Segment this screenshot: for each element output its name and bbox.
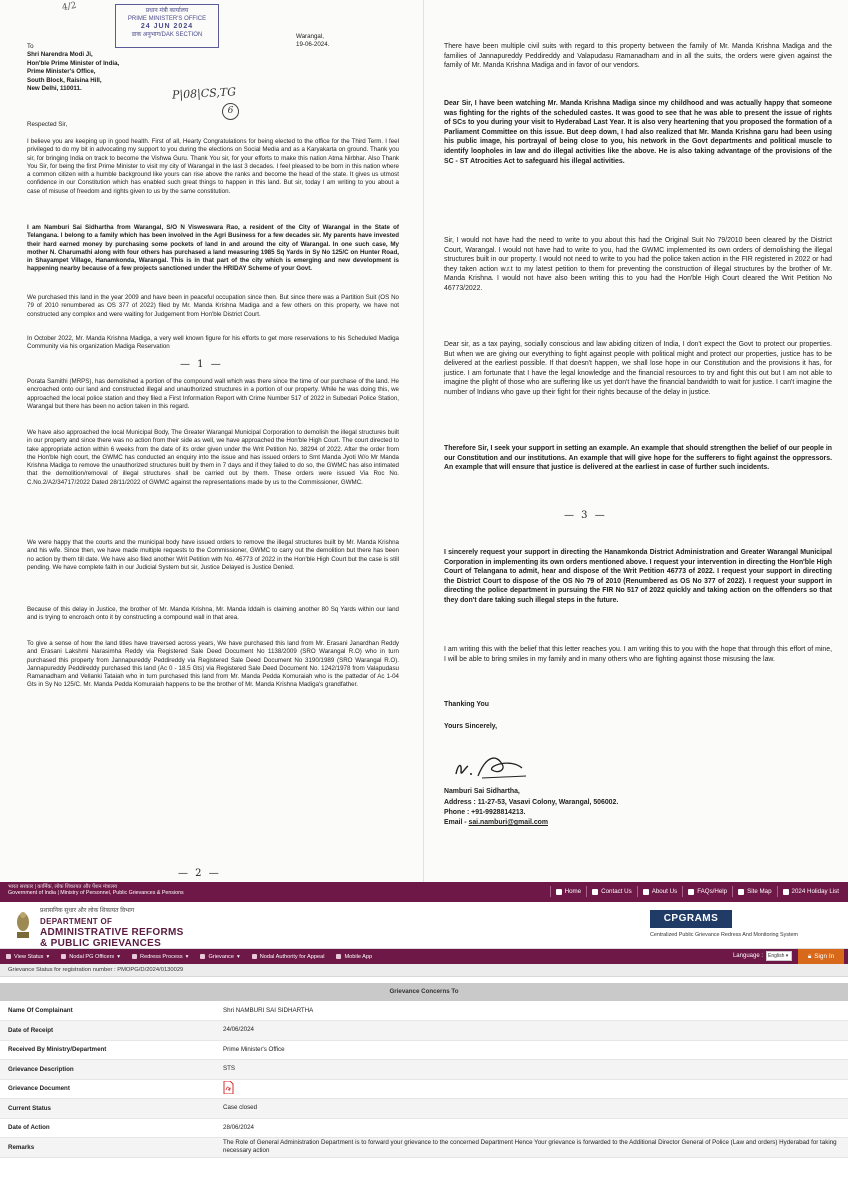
table-row [0,1118,848,1138]
paragraph: I sincerely request your support in directing the Hanamkonda District Administration and Greater Warangal Municipal Corporation in implementing its own orders mentioned above. I request your intervention in directing the Hon'ble High Court of Telangana to admit, hear and dispose of the Writ Petition 46773 of 2022. I request your support in directing the District Court to dispose of the OS No 79 of 2010 (Renumbered as OS No 377 of 2022). I request your support in directing the police department in pursuing the FIR No 517 of 2022 quickly and taking action on the offenders so that they don't dare taking such illegal steps in the future. [444,549,832,604]
eye-icon [6,954,11,959]
language-picker [733,951,792,961]
stamp-line-dak: डाक अनुभाग/DAK SECTION [131,32,203,38]
sender-address: Address : 11-27-53, Vasavi Colony, Warangal, 506002. [444,799,619,806]
sign-in-label: Sign In [814,953,835,960]
nav-label: Mobile App [344,953,373,960]
department-name-line: & PUBLIC GRIEVANCES [40,938,162,949]
to-line: Hon'ble Prime Minister of India, [27,59,120,67]
faqs-link[interactable] [682,886,732,897]
gov-identity [8,884,184,897]
page-number: — 2 — [178,868,221,879]
signature-image [452,750,532,784]
nav-label: Grievance [208,953,234,960]
paragraph: To give a sense of how the land titles have traversed across years, We have purchased this land from Mr. Erasani Janardhan Reddy and Erasani Lakshmi Narasimha Reddy via Registered Sale Deed Document No 1138/2009 (SRO Warangal R.O) who in turn purchased this property from Jannapureddy Peddireddy via Registered Sale Deed Document No 3190/1989 (SRO Warangal R.O). Jannapureddy Peddireddy purchased this land (Ac 0 - 18.5 Gts) via Registered Sale Deed Document No. 1242/1978 from Valapudasu Ramanadham and Vellanki Tataiah who in turn purchased this land from Mr. Manda Pedda Komuraiah who is the pattedar of Ac 1-04 Gts in Sy No 125/C. Mr. Manda Pedda Komuraiah happens to be the brother of Mr. Manda Krishna Madiga's grandfather. [27,640,399,689]
row-value [215,1079,848,1099]
site-map-link[interactable] [732,886,776,897]
faqs-label: FAQs/Help [697,888,728,895]
sitemap-icon [738,889,744,895]
letter-left-column [0,0,424,882]
holiday-list-label: 2024 Holiday List [791,888,839,895]
paragraph: There have been multiple civil suits with regard to this property between the family of Mr. Manda Krishna Madiga and the families of Jannapureddy Peddireddy and Valapudasu Ramanadham and in all the suits, the orders were given against the family of Mr. Manda Krishna Madiga and in favor of our vendors. [444,43,832,70]
home-link-label: Home [564,888,582,895]
cpgrams-tagline: Centralized Public Grievance Redress And Monitoring System [650,932,799,938]
to-line: Shri Narendra Modi Ji, [27,51,93,59]
nav-label: Redress Process [140,953,183,960]
info-icon [643,889,649,895]
gov-hindi: भारत सरकार | कार्मिक, लोक शिकायत और पेंशन मंत्रालय [8,884,118,890]
department-name-line: ADMINISTRATIVE REFORMS [40,927,184,938]
row-label: Name Of Complainant [0,1001,215,1021]
top-links [550,886,844,897]
contact-us-label: Contact Us [601,888,632,895]
table-row [0,1040,848,1060]
stamp-line-office: PRIME MINISTER'S OFFICE [127,16,207,22]
department-name-line: DEPARTMENT OF [40,917,113,926]
nav-appeal[interactable] [246,954,331,960]
page-number: — 1 — [180,359,223,370]
main-nav [0,949,848,964]
to-line: To [27,43,34,50]
sign-in-button[interactable] [798,949,844,964]
page-mark: 4/2 [61,0,78,14]
home-icon [556,889,562,895]
pmo-received-stamp [115,4,219,48]
contact-us-link[interactable] [586,886,637,897]
nav-redress-process[interactable]: Redress Process ▾ [126,954,194,960]
row-label: Date of Action [0,1118,215,1138]
nav-view-status[interactable]: View Status ▾ [0,954,55,960]
nav-label: View Status [14,953,44,960]
row-value: STS [215,1060,848,1080]
paragraph: Dear Sir, I have been watching Mr. Manda Krishna Madiga since my childhood and was actually happy that someone was fighting for the rights of the scheduled castes. It was good to see that he was able to present the issue of rights of SCs to you during your visit to Hyderabad Last Year. It is also very heartening that you proposed the formation of a Parliament Committee on this issue. But deep down, I had also realized that Mr. Manda Krishna garu had been using his public image, his portrayal of being close to you, his network in the Govt departments and political muscle to identify loopholes in law and do illegal activities like the above. He is also taking advantage of the provisions of the SC - ST Atrocities Act to safeguard his illegal activities. [444,100,832,165]
holiday-list-link[interactable] [777,886,844,897]
page-number: — 3 — [564,510,607,521]
row-value: Prime Minister's Office [215,1040,848,1060]
nav-label: Nodal Authority for Appeal [259,953,325,960]
paragraph: We have also approached the local Municipal Body, The Greater Warangal Municipal Corporation to demolish the illegal structures built in our property and since there was no action from their side as well, we have approached the Hon'ble High Court. The court directed to take appropriate action within 6 weeks from the date of its order given under the Writ Petition No. 38294 of 2022. After the order from the Hon'ble high court, the GWMC has conducted an enquiry into the issue and has issued orders to Smt Manda Jyoti W/o Mr Manda Krishna Madiga to remove the unauthorized structures built by them in 7 days and if they failed to do so, the GWMC has also intimated that the demolition/removal of illegal structures shall be carried out by them. These orders were issued Via Roc No. C.No.2/A2/34717/2022 Dated 28/11/2022 of GWMC against the representations made by us to the Commissioner, GWMC. [27,429,399,486]
calendar-icon [783,889,789,895]
paragraph: Sir, I would not have had the need to write to you about this had the Original Suit No 79/2010 been cleared by the District Court, Warangal. I would not have had to write to you, had the GWMC implemented its own orders of demolishing the illegal structures built in our property. I would not need to write to you had the police taken action in the FIR registered in 2022 or had they taken action w.r.t to my latest petition to them for preventing the construction of illegal structures by the brother of Mr. Manda Krishna. I would not have also been writing this to you had the Hon'ble High Court cleared the Writ Petition No 46773/2022. [444,237,832,292]
users-icon [61,954,66,959]
nav-nodal-pg-officers[interactable]: Nodal PG Officers ▾ [55,954,126,960]
paragraph: Porata Samithi (MRPS), has demolished a portion of the compound wall which was there since the time of our purchase of the land. He encroached onto our land and constructed illegal and unauthorized structures in a portion of our property. While he was doing this, we approached the local police station and they filed a First Information Report with Crime Number 517 of 2022 in Subedari Police Station, Warangal but there has been no action taken in this regard. [27,378,399,410]
row-value: 24/06/2024 [215,1021,848,1041]
row-label: Remarks [0,1138,215,1158]
department-name [40,916,184,949]
paragraph: We purchased this land in the year 2009 and have been in peaceful occupation since then. But since there was a Partition Suit (OS No 79 of 2010 renumbered as OS 377 of 2022) filed by Mr. Manda Krishna Madiga and a few others on this property, we have not constructed any complex and were waiting for Judgement from Hon'ble District Court. [27,294,399,318]
table-row [0,1099,848,1119]
row-label: Grievance Document [0,1079,215,1099]
language-value: English [768,953,785,959]
table-row [0,1001,848,1021]
table-row [0,1021,848,1041]
language-label: Language : [732,953,763,959]
sender-email-label: Email - [444,819,469,826]
stamp-date: 24 JUN 2024 [140,23,194,30]
gov-header-bar [0,882,848,902]
row-value: The Role of General Administration Department is to forward your grievance to the concerned Department Hence Your grievance is forwarded to the Additional Director General of Police (Law and orders) Hyderabad for taking necessary action [215,1138,848,1158]
grievance-details-table [0,1001,848,1158]
salutation: Respected Sir, [27,121,68,128]
paragraph: Therefore Sir, I seek your support in setting an example. An example that should strengthen the belief of our people in our Constitution and our institutions. An example that will give hope for the sufferers to fight against the oppressors. An example that will ensure that justice is delivered at the earliest in case of further such incidents. [444,445,832,472]
sender-name: Namburi Sai Sidhartha, [444,788,520,795]
nav-grievance[interactable]: Grievance ▾ [194,954,245,960]
stamp-line-hindi: प्रधान मंत्री कार्यालय [145,8,189,14]
row-label: Grievance Description [0,1060,215,1080]
mobile-icon [336,954,341,959]
row-label: Current Status [0,1099,215,1119]
cpgrams-logo[interactable]: CPGRAMS [650,910,732,928]
file-number-circle: 6 [222,103,239,120]
phone-icon [592,889,598,895]
thanking-line: Thanking You [444,701,489,708]
closing-line: Yours Sincerely, [444,723,497,730]
process-icon [132,954,137,959]
sender-phone: Phone : +91-9928814213. [444,809,526,816]
row-value: 28/06/2024 [215,1118,848,1138]
document-icon [200,954,205,959]
paragraph: Dear sir, as a tax paying, socially conscious and law abiding citizen of India, I don't expect the Govt to protect our properties. But when we are giving our everything to fight against people with political might and protect our properties, justice has to be delivered at the earliest possible. If that doesn't happen, we shall lose hope in our Constitution and the provisions it has, for justice. I am fortunate that I have the legal knowledge and the financial resources to try and fight this out but I am not able to imagine the plight of those who are suffering like us yet don't have the financial bandwidth to wait for justice. I can't imagine the number of Indians who gave up their fight for their rights because of the delay in justice. [444,341,832,396]
paragraph: In October 2022, Mr. Manda Krishna Madiga, a very well known figure for his efforts to get more reservations to his Scheduled Madiga Community via his organization Madiga Reservation [27,335,399,351]
about-us-label: About Us [651,888,678,895]
file-number-handwritten: P|08|CS,TG [171,85,237,102]
paragraph: We were happy that the courts and the municipal body have issued orders to remove the illegal structures built by Mr. Manda Krishna and his wife. Since then, we have made multiple requests to the Commissioner, GWMC to carry out the demolition but there has been no action by them till date. We have also filed another Writ Petition with No. 46773 of 2022 in the Hon'ble High Court but the case is still pending. We have complete faith in our Judicial System but sir, Justice Delayed is Justice Denied. [27,539,399,571]
letter-place: Warangal, [296,33,324,40]
home-link[interactable] [550,886,587,897]
to-line: Prime Minister's Office, [27,68,96,76]
pdf-icon[interactable] [223,1081,234,1094]
row-label: Date of Receipt [0,1021,215,1041]
language-select[interactable]: English ▾ [766,951,792,961]
national-emblem-icon [14,908,32,940]
paragraph: I am Namburi Sai Sidhartha from Warangal, S/O N Visweswara Rao, a resident of the City of Warangal in the State of Telangana. I belong to a family which has been involved in the Agri Business for a few decades sir. My parents have invested their hard earned money by purchasing some pockets of land in and around the city of Warangal. In one such case, My mother N. Charumathi along with four others has purchased a land measuring 1985 Sq Yards in Sy No 125/C on Hunter Road, in Shayampet Village, Hanamkonda, Warangal. This is in that part of the city which is emerging and new development is happening nearby because of a few projects sanctioned under the HRIDAY Scheme of your Govt. [27,224,399,273]
cpgrams-portal [0,882,848,1200]
paragraph: I am writing this with the belief that this letter reaches you. I am writing this to you with the hope that through this effort of mine, I will be able to bring smiles in my family and in many others who are fighting against those misusing the law. [444,646,832,663]
brand-header [0,902,848,949]
letter-right-column [424,0,848,882]
lock-icon: 🔒︎ [807,952,812,960]
sender-email-line [444,818,832,828]
department-hindi-name: प्रशासनिक सुधार और लोक शिकायत विभाग [40,908,135,914]
registration-status-line: Grievance Status for registration number : PMOPG/D/2024/0130029 [0,964,848,977]
row-label: Received By Ministry/Department [0,1040,215,1060]
gov-english: Government of India | Ministry of Personnel, Public Grievances & Pensions [8,890,184,897]
to-line: New Delhi, 110011. [27,85,82,93]
table-row [0,1079,848,1099]
to-line: South Block, Raisina Hill, [27,76,102,84]
sender-email: sai.namburi@gmail.com [468,819,548,826]
paragraph: Because of this delay in Justice, the brother of Mr. Manda Krishna, Mr. Manda Iddaih is claiming another 80 Sq Yards within our land and is trying to encroach onto it by constructing a compound wall in that area. [27,606,399,622]
row-value: Case closed [215,1099,848,1119]
recipient-address [27,43,119,93]
nav-mobile-app[interactable] [330,954,378,960]
table-row [0,1138,848,1158]
table-row [0,1060,848,1080]
gavel-icon [252,954,257,959]
nav-label: Nodal PG Officers [69,953,115,960]
about-us-link[interactable] [637,886,682,897]
help-icon [688,889,694,895]
paragraph: I believe you are keeping up in good health. First of all, Hearty Congratulations for being elected to the office for the Third Term. I feel privileged to do my bit in advocating my support to you during the elections on Social Media and as a Karyakarta on ground. Thank you sir, for bringing India on track to become the Vishwa Guru. Thank You sir, for your efforts to make this nation Atma Nirbhar. Also Thank You Sir, for being the first Prime Minister to visit my city of Warangal in the last 3 decades. I feel pleased to be born in this nation where a common citizen with a humble background like yours can rise above the ranks and become the head of the state. It gives us utmost confidence in our Constitution which has enabled such great things to happen in this land. But sir, today I am writing to you about a case of misuse of freedom and rights given to us by the same constitution. [27,138,399,195]
grievance-concerns-heading: Grievance Concerns To [0,983,848,1001]
site-map-label: Site Map [747,888,772,895]
letter-place-date [296,33,329,49]
letter-date: 19-06-2024. [296,41,330,48]
row-value: Shri NAMBURI SAI SIDHARTHA [215,1001,848,1021]
